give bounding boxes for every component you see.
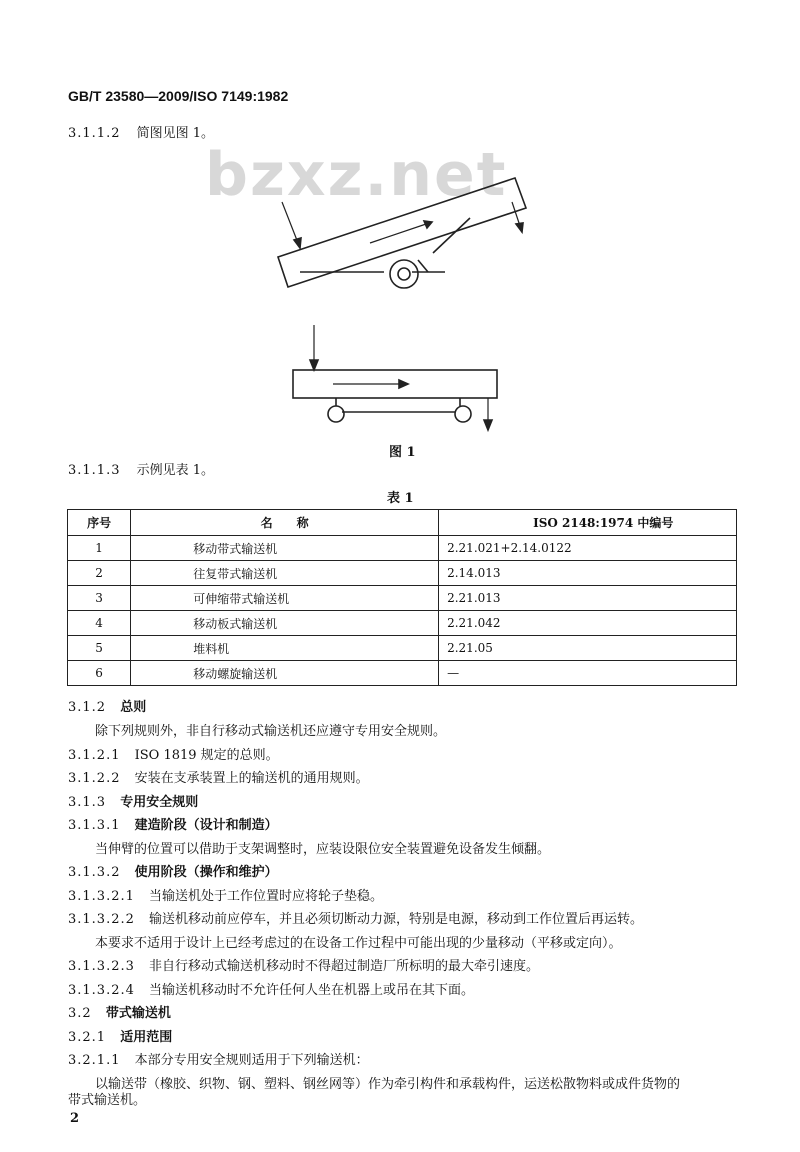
clause-heading: 建造阶段（设计和制造） [134,818,278,833]
cell-iso-code: — [439,661,737,686]
paragraph-text: 本要求不适用于设计上已经考虑过的在设备工作过程中可能出现的少量移动（平移或定向）。 [95,936,622,951]
body-line [68,959,539,975]
cell-name: 移动带式输送机 [131,536,439,561]
body-line [68,1053,369,1069]
clause-text: 示例见表 1。 [136,463,215,478]
page-number: 2 [70,1111,80,1126]
table-row [68,611,737,636]
body-line [68,865,278,881]
conveyor-figure [0,150,800,450]
cell-name: 堆料机 [131,636,439,661]
clause-number: 3.2.1.1 [68,1053,121,1068]
body-line [68,912,643,928]
standard-code-header: GB/T 23580—2009/ISO 7149:1982 [68,88,289,104]
clause-text: 安装在支承装置上的输送机的通用规则。 [134,771,369,786]
clause-number: 3.1.3 [68,795,107,810]
body-line [95,842,550,858]
watermark: bzxz.net [205,140,508,210]
clause-number: 3.1.3.2.4 [68,983,135,998]
cell-name: 移动板式输送机 [131,611,439,636]
body-line [68,1006,171,1022]
body-line [68,700,146,716]
clause-number: 3.1.3.1 [68,818,121,833]
cell-name: 移动螺旋输送机 [131,661,439,686]
inclined-conveyor-drawing [278,178,526,288]
clause-text: 输送机移动前应停车，并且必须切断动力源，特别是电源，移动到工作位置后再运转。 [149,912,644,927]
body-line [68,983,474,999]
header-iso-code: ISO 2148:1974 中编号 [439,510,737,536]
paragraph-text: 当伸臂的位置可以借助于支架调整时，应装设限位安全装置避免设备发生倾翻。 [95,842,551,857]
cell-iso-code: 2.21.013 [439,586,737,611]
clause-3-1-1-2 [68,126,214,142]
clause-number: 3.1.3.2.3 [68,959,135,974]
clause-number: 3.1.1.2 [68,126,121,141]
clause-heading: 带式输送机 [105,1006,171,1021]
clause-number: 3.1.1.3 [68,463,121,478]
clause-text: 当输送机处于工作位置时应将轮子垫稳。 [149,889,384,904]
table-row [68,636,737,661]
cell-iso-code: 2.21.05 [439,636,737,661]
table-header-row [68,510,737,536]
clause-number: 3.1.3.2 [68,865,121,880]
body-line [68,795,198,811]
body-line [68,1093,146,1109]
body-line [68,771,369,787]
body-line [95,936,622,952]
conveyor-table [67,509,737,686]
paragraph-text: 除下列规则外，非自行移动式输送机还应遵守专用安全规则。 [95,724,447,739]
clause-number: 3.2 [68,1006,92,1021]
body-line [68,1030,172,1046]
header-seq: 序号 [68,510,131,536]
clause-heading: 专用安全规则 [120,795,199,810]
paragraph-text: 以输送带（橡胶、织物、钢、塑料、钢丝网等）作为牵引构件和承载构件，运送松散物料或成件货物的 [95,1077,681,1092]
cell-name: 往复带式输送机 [131,561,439,586]
cell-seq: 3 [68,586,131,611]
cell-seq: 6 [68,661,131,686]
cell-iso-code: 2.21.021+2.14.0122 [439,536,737,561]
table-row [68,561,737,586]
body-line [68,818,278,834]
clause-number: 3.2.1 [68,1030,107,1045]
paragraph-text: 带式输送机。 [68,1093,147,1108]
horizontal-conveyor-drawing [293,325,497,430]
cell-seq: 2 [68,561,131,586]
cell-seq: 5 [68,636,131,661]
clause-number: 3.1.3.2.1 [68,889,135,904]
clause-number: 3.1.2 [68,700,107,715]
clause-number: 3.1.2.1 [68,748,121,763]
body-line [95,724,446,740]
cell-iso-code: 2.14.013 [439,561,737,586]
clause-text: ISO 1819 规定的总则。 [134,748,279,763]
cell-seq: 1 [68,536,131,561]
clause-text: 本部分专用安全规则适用于下列输送机： [134,1053,369,1068]
clause-heading: 使用阶段（操作和维护） [134,865,278,880]
body-line [95,1077,680,1093]
body-line [68,748,279,764]
clause-3-1-1-3 [68,463,214,479]
figure-caption: 图 1 [389,445,416,460]
clause-heading: 总则 [120,700,147,715]
body-line [68,889,383,905]
clause-number: 3.1.2.2 [68,771,121,786]
table-row [68,536,737,561]
clause-heading: 适用范围 [120,1030,173,1045]
table-row [68,586,737,611]
clause-text: 非自行移动式输送机移动时不得超过制造厂所标明的最大牵引速度。 [149,959,540,974]
header-name: 名 称 [131,510,439,536]
cell-name: 可伸缩带式输送机 [131,586,439,611]
cell-iso-code: 2.21.042 [439,611,737,636]
clause-number: 3.1.3.2.2 [68,912,135,927]
clause-text: 当输送机移动时不允许任何人坐在机器上或吊在其下面。 [149,983,475,998]
clause-text: 简图见图 1。 [136,126,215,141]
cell-seq: 4 [68,611,131,636]
table-title: 表 1 [387,491,414,506]
table-row [68,661,737,686]
